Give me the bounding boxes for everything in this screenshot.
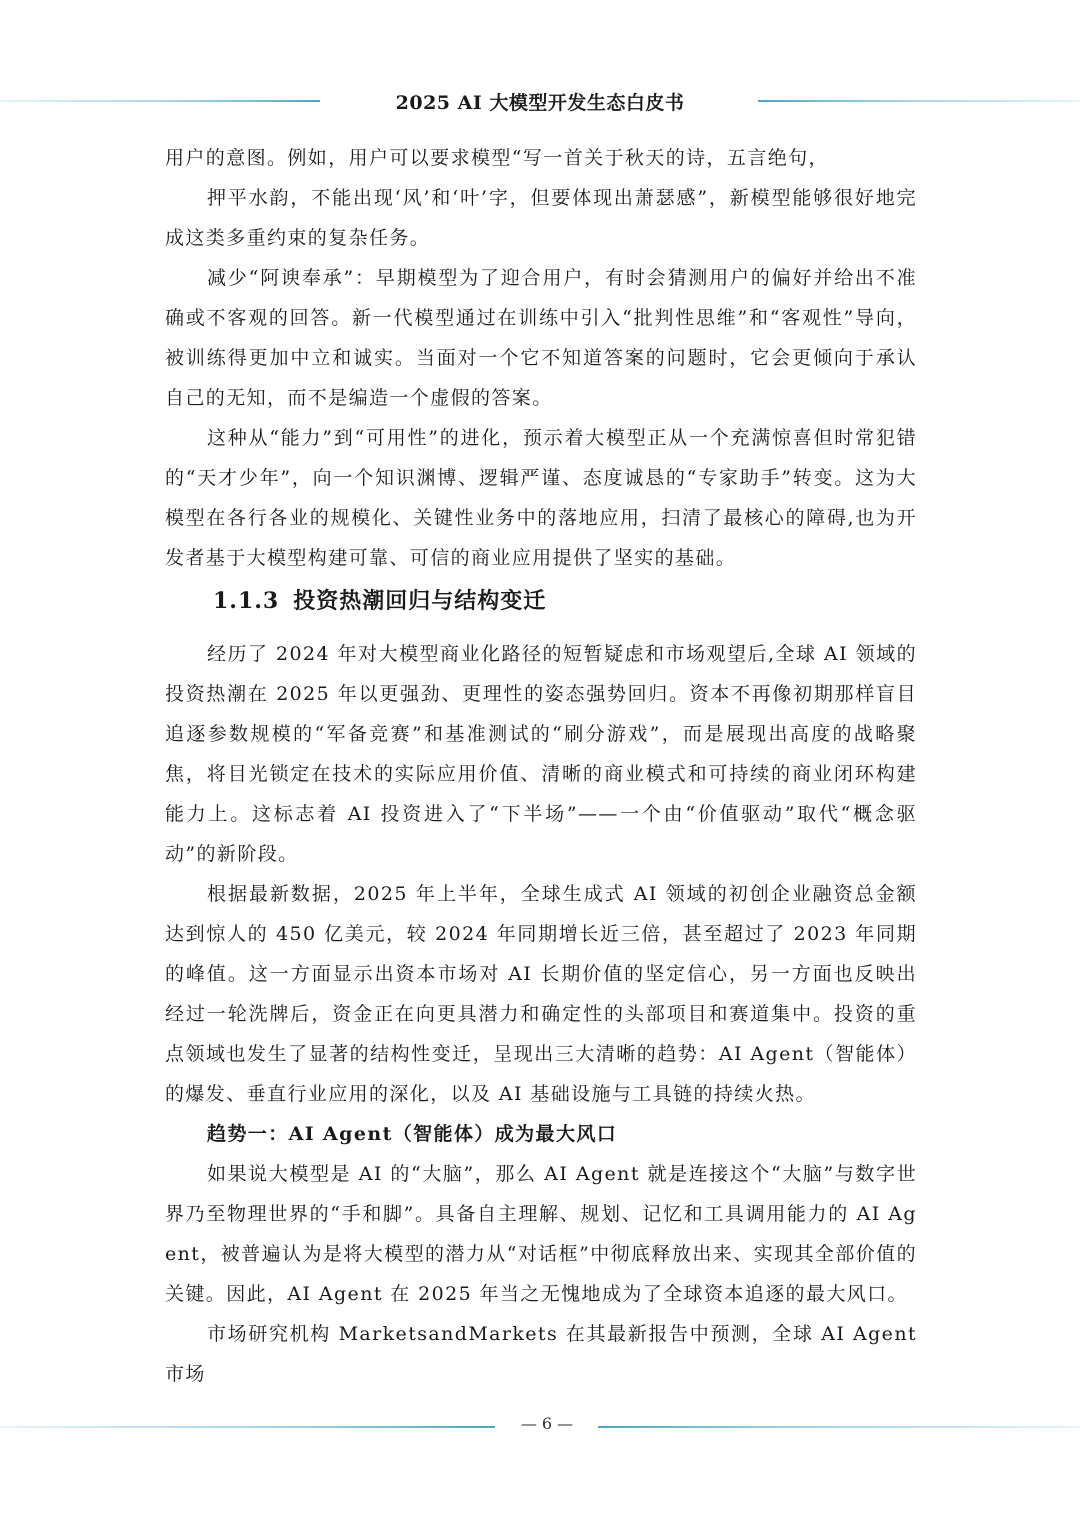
section-heading [165,580,917,622]
paragraph: 市场研究机构 MarketsandMarkets 在其最新报告中预测，全球 AI Agent 市场 [165,1323,917,1385]
section-title: 投资热潮回归与结构变迁 [293,588,547,614]
paragraph: 押平水韵，不能出现‘风’和‘叶’字，但要体现出萧瑟感”，新模型能够很好地完成这类多重约束的复杂任务。 [165,187,917,249]
paragraph: 根据最新数据，2025 年上半年，全球生成式 AI 领域的初创企业融资总金额达到惊人的 450 亿美元，较 2024 年同期增长近三倍，甚至超过了 2023 年同期的峰值。这一方面显示出资本市场对 AI 长期价值的坚定信心，另一方面也反映出经过一轮洗牌后，资金正在向更具潜力和确定性的头部项目和赛道集中。投资的重点领域也发生了显著的结构性变迁，呈现出三大清晰的趋势：AI Agent（智能体）的爆发、垂直行业应用的深化，以及 AI 基础设施与工具链的持续火热。 [165,883,917,1105]
header-rule-right [758,100,1080,102]
footer-rule-right [598,1426,1080,1428]
paragraph: 减少“阿谀奉承”：早期模型为了迎合用户，有时会猜测用户的偏好并给出不准确或不客观的回答。新一代模型通过在训练中引入“批判性思维”和“客观性”导向，被训练得更加中立和诚实。当面对一个它不知道答案的问题时，它会更倾向于承认自己的无知，而不是编造一个虚假的答案。 [165,267,917,409]
page-number: — 6 — [520,1414,574,1433]
paragraph: 用户的意图。例如，用户可以要求模型“写一首关于秋天的诗，五言绝句， [165,147,829,169]
section-number: 1.1.3 [213,588,280,614]
page-header-title: 2025 AI 大模型开发生态白皮书 [395,92,685,114]
footer-rule-left [0,1426,495,1428]
header-rule-left [0,100,320,102]
trend-heading: 趋势一：AI Agent（智能体）成为最大风口 [207,1123,618,1145]
page-body [165,138,917,1394]
paragraph: 这种从“能力”到“可用性”的进化，预示着大模型正从一个充满惊喜但时常犯错的“天才少年”，向一个知识渊博、逻辑严谨、态度诚恳的“专家助手”转变。这为大模型在各行各业的规模化、关键性业务中的落地应用，扫清了最核心的障碍,也为开发者基于大模型构建可靠、可信的商业应用提供了坚实的基础。 [165,427,917,569]
paragraph: 如果说大模型是 AI 的“大脑”，那么 AI Agent 就是连接这个“大脑”与数字世界乃至物理世界的“手和脚”。具备自主理解、规划、记忆和工具调用能力的 AI Agent，被普遍认为是将大模型的潜力从“对话框”中彻底释放出来、实现其全部价值的关键。因此，AI Agent 在 2025 年当之无愧地成为了全球资本追逐的最大风口。 [165,1163,917,1305]
paragraph: 经历了 2024 年对大模型商业化路径的短暂疑虑和市场观望后,全球 AI 领域的投资热潮在 2025 年以更强劲、更理性的姿态强势回归。资本不再像初期那样盲目追逐参数规模的“军备竞赛”和基准测试的“刷分游戏”，而是展现出高度的战略聚焦，将目光锁定在技术的实际应用价值、清晰的商业模式和可持续的商业闭环构建能力上。这标志着 AI 投资进入了“下半场”——一个由“价值驱动”取代“概念驱动”的新阶段。 [165,643,917,865]
